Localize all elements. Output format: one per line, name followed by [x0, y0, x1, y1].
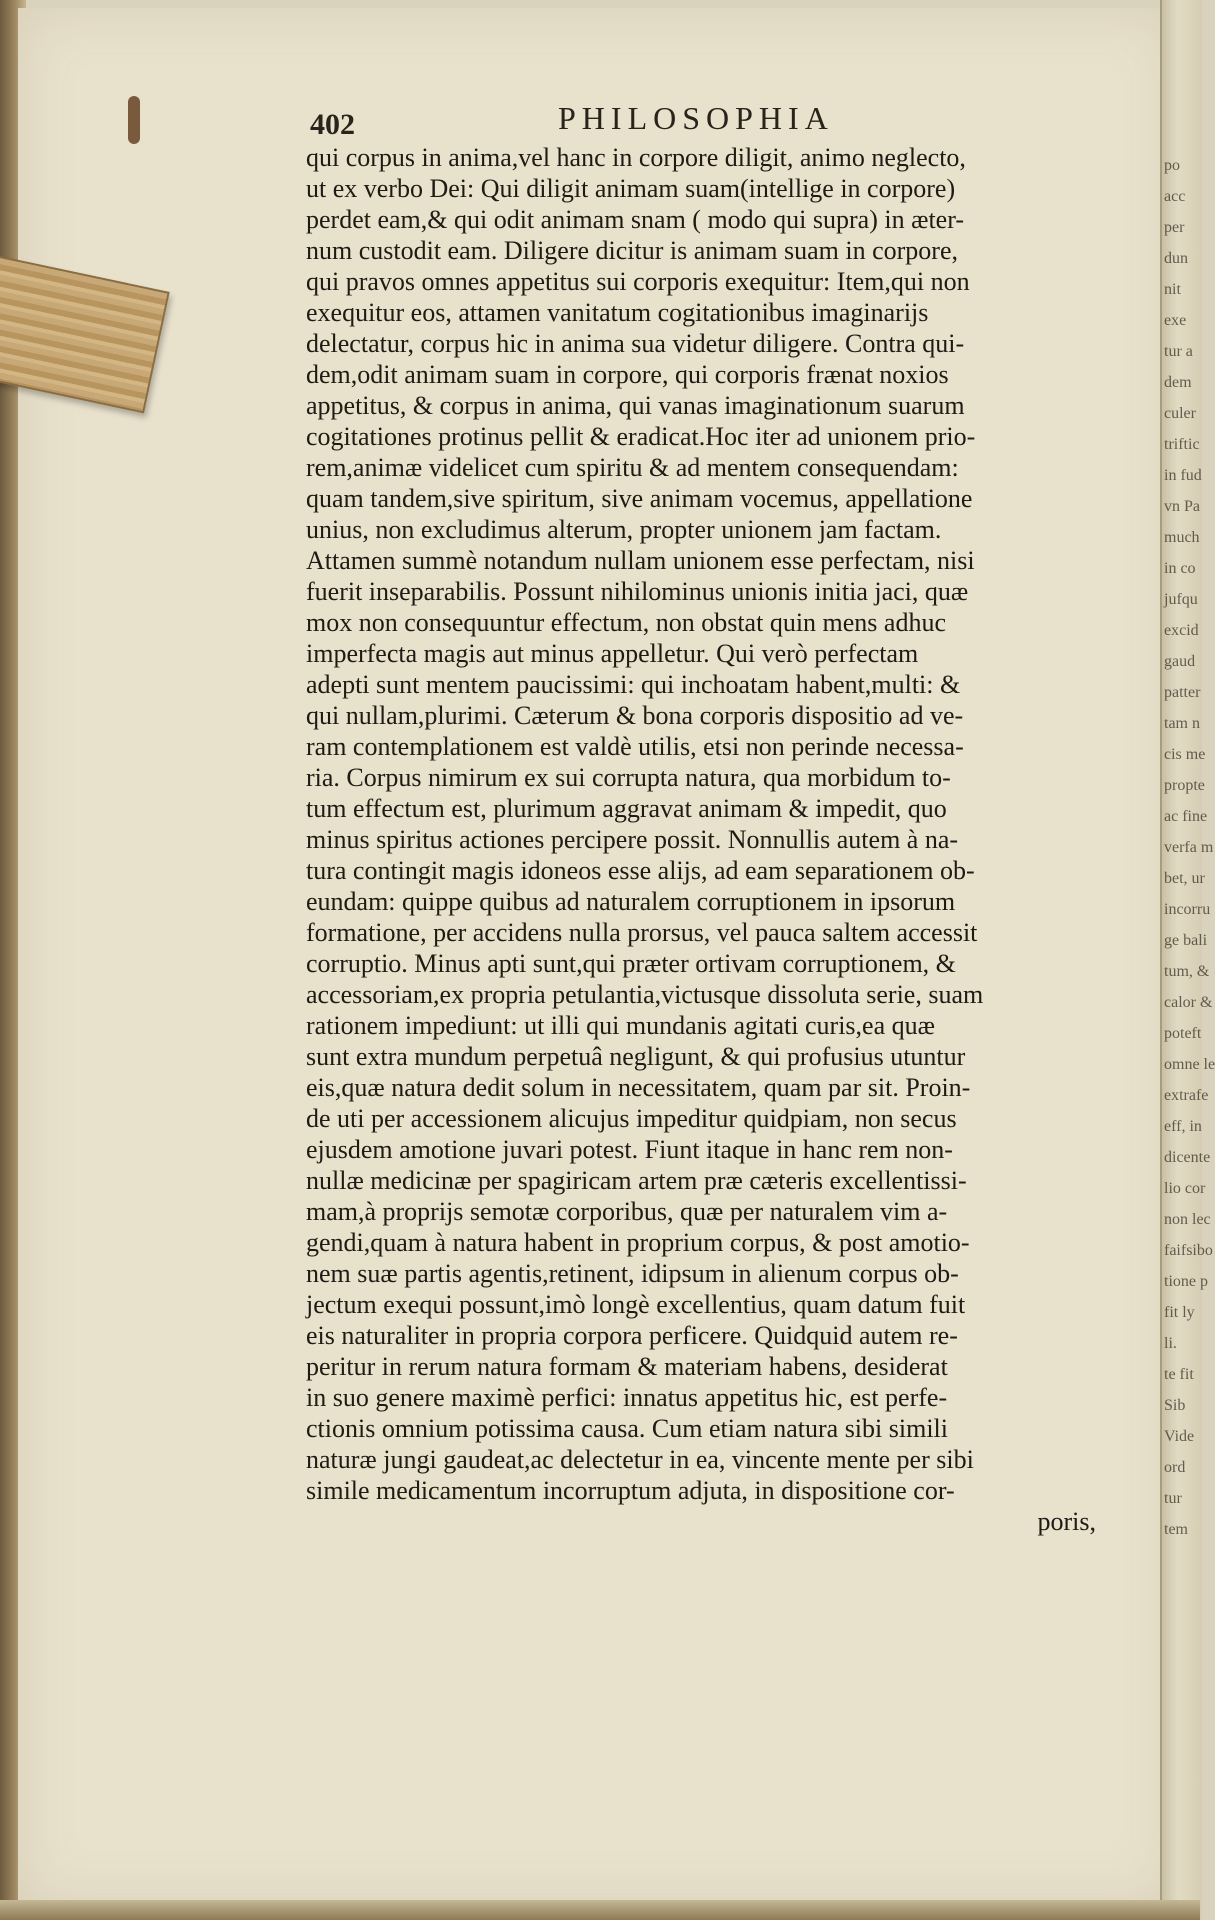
page-bottom-edge: [0, 1900, 1200, 1920]
text-line: de uti per accessionem alicujus impeditur quidpiam, non secus: [306, 1104, 957, 1133]
text-line: Attamen summè notandum nullam unionem esse perfectam, nisi: [306, 546, 975, 575]
text-line: eis,quæ natura dedit solum in necessitatem, quam par sit. Proin-: [306, 1073, 971, 1102]
margin-fragment: jufqu: [1164, 591, 1198, 608]
margin-fragment: propte: [1164, 777, 1205, 794]
margin-fragment: calor &: [1164, 994, 1213, 1011]
margin-fragment: faifsibo: [1164, 1242, 1213, 1259]
margin-fragment: dem: [1164, 374, 1192, 391]
margin-fragment: eff, in: [1164, 1118, 1202, 1135]
text-line: minus spiritus actiones percipere possit. Nonnullis autem à na-: [306, 825, 959, 854]
text-line: cogitationes protinus pellit & eradicat.Hoc iter ad unionem prio-: [306, 422, 976, 451]
text-line: qui corpus in anima,vel hanc in corpore diligit, animo neglecto,: [306, 143, 966, 172]
text-line: eundam: quippe quibus ad naturalem corruptionem in ipsorum: [306, 887, 956, 916]
text-line: accessoriam,ex propria petulantia,victusque dissoluta serie, suam: [306, 980, 984, 1009]
margin-fragment: triftic: [1164, 436, 1200, 453]
margin-fragment: verfa m: [1164, 839, 1214, 856]
text-line: rationem impediunt: ut illi qui mundanis agitati curis,ea quæ: [306, 1011, 935, 1040]
margin-fragment: culer: [1164, 405, 1196, 422]
margin-fragment: exe: [1164, 312, 1187, 329]
margin-fragment: dicente: [1164, 1149, 1211, 1166]
margin-fragment: ge bali: [1164, 932, 1208, 949]
catchword: poris,: [1037, 1507, 1096, 1536]
text-line: ut ex verbo Dei: Qui diligit animam suam(intellige in corpore): [306, 174, 956, 203]
text-line: appetitus, & corpus in anima, qui vanas imaginationum suarum: [306, 391, 965, 420]
margin-fragment: tum, &: [1164, 963, 1210, 980]
text-line: jectum exequi possunt,imò longè excellentius, quam datum fuit: [306, 1290, 966, 1319]
text-line: unius, non excludimus alterum, propter unionem jam factam.: [306, 515, 942, 544]
margin-fragment: lio cor: [1164, 1180, 1206, 1197]
margin-fragment: incorru: [1164, 901, 1211, 918]
page-number: 402: [310, 108, 355, 141]
margin-fragment: poteft: [1164, 1025, 1202, 1042]
margin-fragment: acc: [1164, 188, 1186, 205]
text-line: delectatur, corpus hic in anima sua videtur diligere. Contra qui-: [306, 329, 965, 358]
margin-fragment: nit: [1164, 281, 1181, 298]
margin-fragment: omne le: [1164, 1056, 1215, 1073]
margin-fragment: vn Pa: [1164, 498, 1200, 515]
text-line: tura contingit magis idoneos esse alijs, ad eam separationem ob-: [306, 856, 975, 885]
text-line: ria. Corpus nimirum ex sui corrupta natura, qua morbidum to-: [306, 763, 951, 792]
margin-fragment: gaud: [1164, 653, 1196, 670]
margin-fragment: li.: [1164, 1335, 1177, 1352]
margin-fragment: po: [1164, 157, 1180, 174]
page-header: [310, 100, 870, 140]
margin-fragment: bet, ur: [1164, 870, 1205, 887]
margin-fragment: in fud: [1164, 467, 1202, 484]
body-text: [306, 142, 1096, 1702]
margin-fragment: per: [1164, 219, 1185, 236]
margin-fragment: fit ly: [1164, 1304, 1195, 1321]
margin-fragment: te fit: [1164, 1366, 1194, 1383]
text-line: ram contemplationem est valdè utilis, etsi non perinde necessa-: [306, 732, 964, 761]
margin-fragment: much: [1164, 529, 1200, 546]
margin-fragment: extrafe: [1164, 1087, 1209, 1104]
text-line: mox non consequuntur effectum, non obstat quin mens adhuc: [306, 608, 947, 637]
margin-fragment: Vide: [1164, 1428, 1195, 1445]
text-line: mam,à proprijs semotæ corporibus, quæ per naturalem vim a-: [306, 1197, 948, 1226]
text-line: qui nullam,plurimi. Cæterum & bona corporis dispositio ad ve-: [306, 701, 964, 730]
text-line: num custodit eam. Diligere dicitur is animam suam in corpore,: [306, 236, 959, 265]
margin-fragment: in co: [1164, 560, 1196, 577]
margin-fragment: ord: [1164, 1459, 1186, 1476]
text-line: naturæ jungi gaudeat,ac delectetur in ea, vincente mente per sibi: [306, 1445, 974, 1474]
margin-fragment: ac fine: [1164, 808, 1208, 825]
margin-fragment: non lec: [1164, 1211, 1211, 1228]
text-line: peritur in rerum natura formam & materiam habens, desiderat: [306, 1352, 948, 1381]
margin-fragment: excid: [1164, 622, 1199, 639]
text-line: nullæ medicinæ per spagiricam artem præ cæteris excellentissi-: [306, 1166, 967, 1195]
margin-fragment: tione p: [1164, 1273, 1208, 1290]
text-line: perdet eam,& qui odit animam snam ( modo qui supra) in æter-: [306, 205, 964, 234]
margin-fragment: tur: [1164, 1490, 1182, 1507]
margin-fragment: Sib: [1164, 1397, 1186, 1414]
text-line: corruptio. Minus apti sunt,qui præter ortivam corruptionem, &: [306, 949, 956, 978]
text-line: tum effectum est, plurimum aggravat animam & impedit, quo: [306, 794, 947, 823]
text-line: exequitur eos, attamen vanitatum cogitationibus imaginarijs: [306, 298, 929, 327]
margin-fragment: patter: [1164, 684, 1201, 701]
margin-fragment: dun: [1164, 250, 1188, 267]
text-line: in suo genere maximè perfici: innatus appetitus hic, est perfe-: [306, 1383, 948, 1412]
text-line: quam tandem,sive spiritum, sive animam vocemus, appellatione: [306, 484, 973, 513]
ink-stain: [128, 96, 140, 144]
text-line: eis naturaliter in propria corpora perficere. Quidquid autem re-: [306, 1321, 958, 1350]
text-line: formatione, per accidens nulla prorsus, vel pauca saltem accessit: [306, 918, 978, 947]
margin-fragment: tam n: [1164, 715, 1200, 732]
text-line: simile medicamentum incorruptum adjuta, in dispositione cor-: [306, 1476, 955, 1505]
margin-fragment: tur a: [1164, 343, 1193, 360]
text-line: adepti sunt mentem paucissimi: qui inchoatam habent,multi: &: [306, 670, 961, 699]
text-line: sunt extra mundum perpetuâ negligunt, & qui profusius utuntur: [306, 1042, 966, 1071]
margin-fragment: tem: [1164, 1521, 1188, 1538]
text-line: dem,odit animam suam in corpore, qui corporis frænat noxios: [306, 360, 949, 389]
text-line: ctionis omnium potissima causa. Cum etiam natura sibi simili: [306, 1414, 948, 1443]
text-line: rem,animæ videlicet cum spiritu & ad mentem consequendam:: [306, 453, 959, 482]
running-head: PHILOSOPHIA: [558, 100, 834, 136]
text-line: gendi,quam à natura habent in proprium corpus, & post amotio-: [306, 1228, 970, 1257]
text-line: qui pravos omnes appetitus sui corporis exequitur: Item,qui non: [306, 267, 970, 296]
margin-fragment: cis me: [1164, 746, 1206, 763]
text-line: imperfecta magis aut minus appelletur. Qui verò perfectam: [306, 639, 919, 668]
text-line: ejusdem amotione juvari potest. Fiunt itaque in hanc rem non-: [306, 1135, 953, 1164]
adjacent-page-margin-text: [1164, 150, 1215, 1545]
text-line: fuerit inseparabilis. Possunt nihilominus unionis initia jaci, quæ: [306, 577, 969, 606]
text-line: nem suæ partis agentis,retinent, idipsum in alienum corpus ob-: [306, 1259, 959, 1288]
